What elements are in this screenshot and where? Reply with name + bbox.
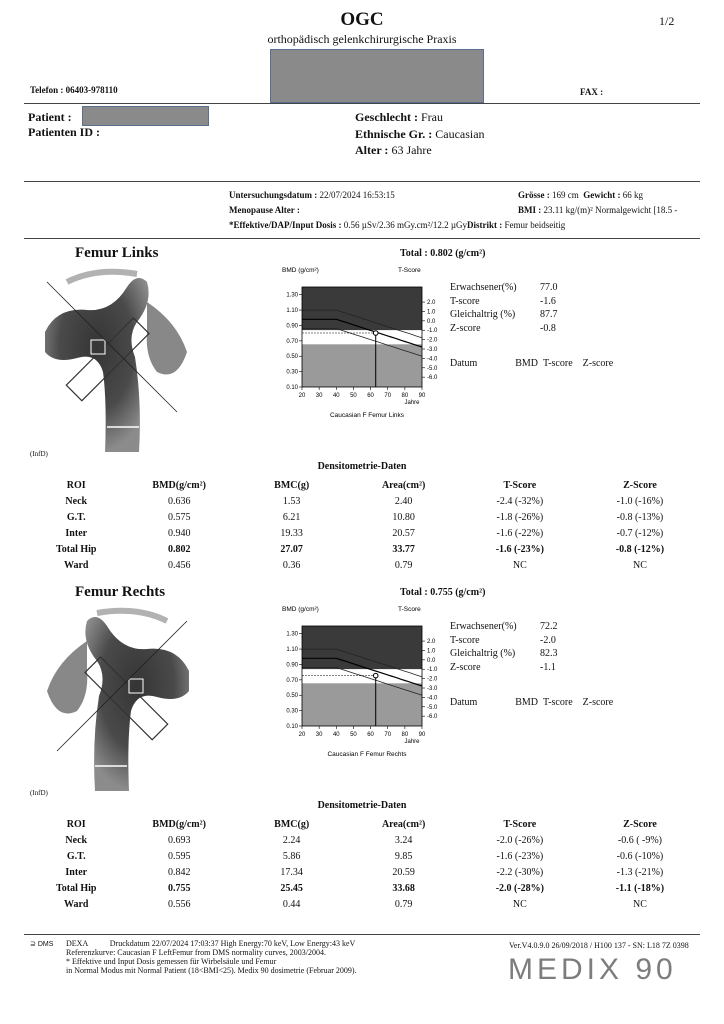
bmi-row <box>518 205 704 215</box>
table-cell: 3.24 <box>394 834 413 846</box>
table-cell: 0.79 <box>394 559 413 571</box>
table-cell: -1.6 (-23%) <box>495 543 545 555</box>
zone-normal <box>302 626 422 669</box>
table-cell: -2.0 (-26%) <box>496 834 544 846</box>
x-tick-label: 40 <box>332 393 340 399</box>
history-datum-label: Datum <box>450 358 478 369</box>
table-cell: 6.21 <box>282 511 301 523</box>
x-tick-label: 50 <box>350 393 357 399</box>
note2-text: in Normal Modus mit Normal Patient (18<BMI<25). Medix 90 dosimetrie (Februar 2009). <box>66 966 357 975</box>
t-tick-label: 2.0 <box>427 300 436 307</box>
gewicht-label: Gewicht : <box>583 190 621 200</box>
erwachsener-label: Erwachsener(%) <box>450 621 517 632</box>
gleichaltrig-label: Gleichaltrig (%) <box>450 309 516 320</box>
x-tick-label: 30 <box>315 393 323 399</box>
table-cell: -0.6 (-10%) <box>616 850 664 862</box>
bmd-chart <box>280 262 440 431</box>
erwachsener-label: Erwachsener(%) <box>450 282 517 293</box>
table-cell: Inter <box>65 527 88 539</box>
geschlecht-value: Frau <box>420 110 443 124</box>
table-header-cell: BMD(g/cm²) <box>152 818 206 830</box>
table-cell: -0.6 ( -9%) <box>617 834 663 846</box>
y-tick-label: 1.10 <box>286 647 298 654</box>
table-cell: 0.556 <box>167 898 191 910</box>
t-tick-label: 1.0 <box>427 648 436 655</box>
total-label: Total : <box>400 587 428 598</box>
referenz-text: Referenzkurve: Caucasian F LeftFemur from DMS normality curves, 2003/2004. <box>66 948 326 957</box>
y-axis-label: BMD (g/cm²) <box>282 606 319 613</box>
table-cell: G.T. <box>66 511 86 523</box>
table-cell: 33.77 <box>392 543 415 555</box>
t-axis-label: T-Score <box>398 606 421 613</box>
patient-id-label: Patienten ID : <box>28 125 100 139</box>
femur-xray-image <box>27 262 207 456</box>
history-header <box>450 358 613 372</box>
section-title: Femur Links <box>75 245 159 261</box>
history-datum-label: Datum <box>450 697 478 708</box>
table-cell: 25.45 <box>280 882 303 894</box>
groesse-label: Grösse : <box>518 190 550 200</box>
densitometrie-title: Densitometrie-Daten <box>317 461 407 472</box>
patient-point <box>373 331 378 336</box>
table-cell: -1.1 (-18%) <box>615 882 665 894</box>
bmd-chart-svg <box>280 601 440 766</box>
medix-logo: MEDIX 90 <box>508 953 677 986</box>
t-tick-label: -5.0 <box>427 365 438 372</box>
history-z-label: Z-score <box>582 697 614 708</box>
patient-point <box>373 673 378 678</box>
y-tick-label: 0.70 <box>286 338 298 345</box>
gleichaltrig-value: 87.7 <box>540 309 558 320</box>
footer-divider <box>24 934 700 935</box>
table-cell: 10.80 <box>392 511 415 523</box>
dms-mark: ⊇ DMS <box>30 941 54 948</box>
table-cell: NC <box>632 898 647 910</box>
t-tick-label: -3.0 <box>427 347 438 353</box>
practice-subtitle: orthopädisch gelenkchirurgische Praxis <box>267 32 457 46</box>
t-tick-label: -3.0 <box>427 686 438 692</box>
y-tick-label: 1.10 <box>286 308 298 315</box>
t-tick-label: 2.0 <box>427 639 436 646</box>
table-cell: 0.940 <box>167 527 191 539</box>
table-cell: 0.36 <box>282 559 301 571</box>
table-cell: 0.842 <box>167 866 191 878</box>
x-axis-label: Jahre <box>404 400 420 406</box>
dosis-row <box>229 220 565 230</box>
bmi-label: BMI : <box>518 205 542 215</box>
t-tick-label: -4.0 <box>427 695 438 702</box>
t-tick-label: 1.0 <box>427 309 436 316</box>
tscore-value: -1.6 <box>540 295 556 307</box>
table-cell: 9.85 <box>394 850 413 862</box>
table-cell: -0.7 (-12%) <box>616 527 664 539</box>
section-title: Femur Rechts <box>75 584 166 600</box>
x-tick-label: 90 <box>418 732 426 738</box>
ethnisch-value: Caucasian <box>435 127 485 141</box>
infd-label: (InfD) <box>30 789 48 797</box>
dosis-value: 0.56 µSv/2.36 mGy.cm²/12.2 µGy <box>343 220 468 230</box>
table-header-cell: T-Score <box>503 479 537 491</box>
table-header-cell: Z-Score <box>623 479 657 491</box>
datum-value: 22/07/2024 16:53:15 <box>319 190 395 200</box>
ethnisch-label: Ethnische Gr. : <box>355 127 433 141</box>
history-t-label: T-score <box>543 358 573 369</box>
table-cell: NC <box>512 898 527 910</box>
t-axis-label: T-Score <box>398 267 421 274</box>
table-cell: 0.802 <box>167 543 191 555</box>
distrikt-label: Distrikt : <box>467 220 503 230</box>
t-tick-label: -2.0 <box>427 337 438 344</box>
densitometrie-title: Densitometrie-Daten <box>317 800 407 811</box>
table-cell: Total Hip <box>56 882 97 894</box>
y-tick-label: 0.10 <box>286 385 298 391</box>
t-tick-label: -2.0 <box>427 676 438 683</box>
table-cell: 0.79 <box>394 898 413 910</box>
version-text: Ver.V4.0.9.0 26/09/2018 / H100 137 - SN: L18 7Z 0398 <box>509 941 689 950</box>
table-header-cell: T-Score <box>503 818 537 830</box>
t-tick-label: -1.0 <box>427 667 438 674</box>
table-cell: -0.8 (-13%) <box>616 511 664 523</box>
table-cell: 20.59 <box>392 866 415 878</box>
redacted-patient-name <box>82 106 209 126</box>
y-axis-label: BMD (g/cm²) <box>282 267 319 274</box>
table-cell: 0.693 <box>167 834 191 846</box>
table-row <box>30 509 700 525</box>
table-row <box>30 493 700 509</box>
femur-xray-image <box>27 601 207 795</box>
x-tick-label: 70 <box>384 393 392 399</box>
total-value: 0.802 (g/cm²) <box>430 248 486 259</box>
tscore-label: T-score <box>450 295 480 307</box>
measures-values <box>540 621 558 675</box>
gleichaltrig-value: 82.3 <box>540 648 558 659</box>
table-header-cell: Area(cm²) <box>381 818 426 830</box>
y-tick-label: 0.90 <box>286 323 298 330</box>
x-tick-label: 50 <box>350 732 357 738</box>
alter-row <box>355 143 432 158</box>
y-tick-label: 1.30 <box>286 631 298 638</box>
x-tick-label: 60 <box>367 393 374 399</box>
bmd-chart <box>280 601 440 770</box>
practice-title: OGC <box>340 9 384 30</box>
table-row <box>30 832 700 848</box>
t-tick-label: -6.0 <box>427 714 438 721</box>
table-header-cell: ROI <box>66 479 86 491</box>
table-cell: 1.53 <box>282 495 301 507</box>
table-row <box>30 896 700 912</box>
table-header-row <box>30 477 700 493</box>
table-cell: 2.24 <box>282 834 301 846</box>
zscore-value: -0.8 <box>540 322 556 334</box>
zscore-value: -1.1 <box>540 661 556 673</box>
exam-divider <box>24 238 700 239</box>
table-cell: 0.636 <box>167 495 191 507</box>
table-header-cell: ROI <box>66 818 86 830</box>
densitometrie-table <box>30 816 700 912</box>
table-cell: -1.6 (-22%) <box>496 527 544 539</box>
history-t-label: T-score <box>543 697 573 708</box>
table-header-cell: BMD(g/cm²) <box>152 479 206 491</box>
history-header <box>450 697 613 711</box>
tscore-label: T-score <box>450 634 480 646</box>
menopause-label: Menopause Alter : <box>229 205 300 215</box>
header-divider <box>24 103 700 104</box>
table-cell: 0.575 <box>167 511 191 523</box>
geschlecht-label: Geschlecht : <box>355 110 418 124</box>
table-cell: -0.8 (-12%) <box>615 543 665 555</box>
gewicht-value: 66 kg <box>622 190 643 200</box>
x-tick-label: 30 <box>315 732 323 738</box>
y-tick-label: 0.50 <box>286 693 298 700</box>
x-tick-label: 40 <box>332 732 340 738</box>
table-header-cell: Z-Score <box>623 818 657 830</box>
table-cell: 19.33 <box>280 527 303 539</box>
datum-row <box>229 190 395 200</box>
table-header-cell: Area(cm²) <box>381 479 426 491</box>
table-cell: 0.755 <box>167 882 191 894</box>
table-cell: -1.3 (-21%) <box>616 866 664 878</box>
table-cell: 2.40 <box>394 495 413 507</box>
table-row <box>30 880 700 896</box>
x-tick-label: 90 <box>418 393 426 399</box>
note1-text: * Effektive und Input Dosis gemessen für Wirbelsäule und Femur <box>66 957 277 966</box>
y-tick-label: 0.30 <box>286 369 298 376</box>
x-tick-label: 70 <box>384 732 392 738</box>
table-cell: Ward <box>64 898 89 910</box>
bmi-value: 23.11 kg/(m)² Normalgewicht [18.5 - <box>543 205 678 215</box>
t-tick-label: -5.0 <box>427 704 438 711</box>
t-tick-label: -4.0 <box>427 356 438 363</box>
table-row <box>30 848 700 864</box>
table-cell: 20.57 <box>392 527 415 539</box>
datum-label: Untersuchungsdatum : <box>229 190 318 200</box>
table-cell: -2.4 (-32%) <box>496 495 544 507</box>
table-cell: -2.2 (-30%) <box>496 866 544 878</box>
alter-label: Alter : <box>355 143 389 157</box>
table-row <box>30 864 700 880</box>
table-cell: G.T. <box>66 850 86 862</box>
measures-values <box>540 282 558 336</box>
table-cell: Neck <box>65 495 88 507</box>
bmd-chart-svg <box>280 262 440 427</box>
footer-line-1 <box>66 939 357 948</box>
measures-labels <box>450 621 517 675</box>
total-row <box>400 248 485 259</box>
x-tick-label: 80 <box>401 732 409 738</box>
druckdatum-text: Druckdatum 22/07/2024 17:03:37 High Energy:70 keV, Low Energy:43 keV <box>109 939 356 948</box>
fax-text: FAX : <box>580 87 604 97</box>
dms-text: DMS <box>37 941 54 948</box>
t-tick-label: -6.0 <box>427 375 438 382</box>
page-number: 1/2 <box>659 14 675 28</box>
x-tick-label: 80 <box>401 393 409 399</box>
table-row <box>30 557 700 573</box>
geschlecht-row <box>355 110 443 125</box>
y-tick-label: 1.30 <box>286 292 298 299</box>
table-cell: -1.8 (-26%) <box>496 511 544 523</box>
y-tick-label: 0.70 <box>286 677 298 684</box>
table-header-cell: BMC(g) <box>274 479 310 491</box>
x-tick-label: 20 <box>298 393 306 399</box>
table-cell: Ward <box>64 559 89 571</box>
footer-notes <box>66 939 357 975</box>
total-label: Total : <box>400 248 428 259</box>
table-row <box>30 541 700 557</box>
dexa-text: DEXA <box>66 939 88 948</box>
table-cell: Inter <box>65 866 88 878</box>
table-cell: 27.07 <box>280 543 303 555</box>
total-row <box>400 587 485 598</box>
table-cell: 5.86 <box>282 850 301 862</box>
table-cell: 0.595 <box>167 850 191 862</box>
table-cell: NC <box>512 559 527 571</box>
table-cell: 33.68 <box>392 882 415 894</box>
patient-label: Patient : <box>28 110 72 124</box>
y-tick-label: 0.10 <box>286 724 298 730</box>
infd-label: (InfD) <box>30 450 48 458</box>
x-tick-label: 20 <box>298 732 306 738</box>
table-cell: NC <box>632 559 647 571</box>
groesse-value: 169 cm <box>552 190 579 200</box>
groesse-row <box>518 190 643 200</box>
chart-caption: Caucasian F Femur Rechts <box>327 751 407 758</box>
tscore-value: -2.0 <box>540 634 556 646</box>
table-header-cell: BMC(g) <box>274 818 310 830</box>
x-tick-label: 60 <box>367 732 374 738</box>
erwachsener-value: 77.0 <box>540 282 558 293</box>
table-cell: -2.0 (-28%) <box>495 882 545 894</box>
dosis-label: *Effektive/DAP/Input Dosis : <box>229 220 342 230</box>
table-cell: 0.44 <box>282 898 301 910</box>
zscore-label: Z-score <box>450 661 481 673</box>
history-z-label: Z-score <box>582 358 614 369</box>
densitometrie-table <box>30 477 700 573</box>
table-cell: -1.6 (-23%) <box>496 850 544 862</box>
t-tick-label: 0.0 <box>427 318 436 325</box>
table-header-row <box>30 816 700 832</box>
table-cell: Neck <box>65 834 88 846</box>
t-tick-label: 0.0 <box>427 657 436 664</box>
table-cell: 17.34 <box>280 866 303 878</box>
gleichaltrig-label: Gleichaltrig (%) <box>450 648 516 659</box>
history-bmd-label: BMD <box>515 697 539 708</box>
table-cell: -1.0 (-16%) <box>616 495 664 507</box>
zscore-label: Z-score <box>450 322 481 334</box>
measures-labels <box>450 282 517 336</box>
table-row <box>30 525 700 541</box>
table-cell: 0.456 <box>167 559 191 571</box>
y-tick-label: 0.90 <box>286 662 298 669</box>
distrikt-value: Femur beidseitig <box>504 220 566 230</box>
total-value: 0.755 (g/cm²) <box>430 587 486 598</box>
alter-value: 63 Jahre <box>391 143 432 157</box>
t-tick-label: -1.0 <box>427 328 438 335</box>
zone-normal <box>302 287 422 330</box>
ethnisch-row <box>355 127 485 142</box>
table-cell: Total Hip <box>56 543 97 555</box>
chart-caption: Caucasian F Femur Links <box>329 412 405 419</box>
y-tick-label: 0.30 <box>286 708 298 715</box>
history-bmd-label: BMD <box>515 358 539 369</box>
erwachsener-value: 72.2 <box>540 621 558 632</box>
x-axis-label: Jahre <box>404 739 420 745</box>
y-tick-label: 0.50 <box>286 354 298 361</box>
telefon-text: Telefon : 06403-978110 <box>30 85 118 95</box>
patient-divider <box>24 181 700 182</box>
redacted-address <box>270 49 484 103</box>
